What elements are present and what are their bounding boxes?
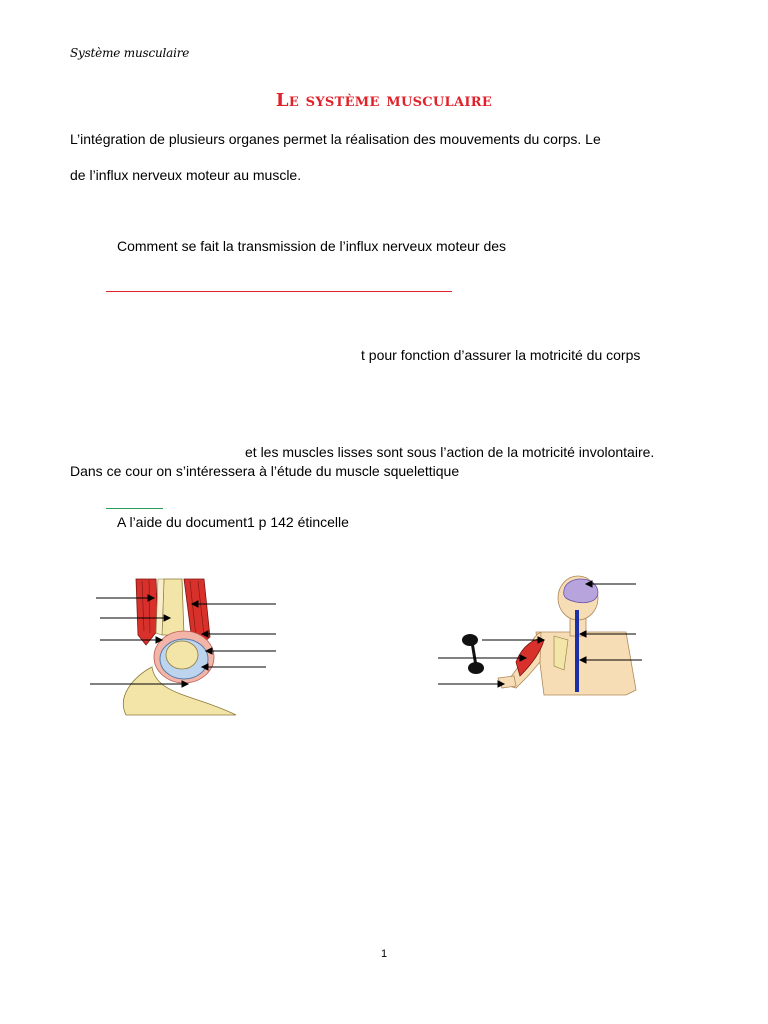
running-header: Système musculaire xyxy=(70,46,190,60)
knee-joint-diagram-icon xyxy=(86,575,286,725)
green-underline xyxy=(106,508,163,509)
paragraph-2: de l’influx nerveux moteur au muscle. xyxy=(70,167,302,183)
paragraph-1: L’intégration de plusieurs organes permet la réalisation des mouvements du corps. Le xyxy=(70,131,601,147)
red-underline xyxy=(106,291,452,292)
paragraph-6: A l’aide du document1 p 142 étincelle xyxy=(117,514,349,530)
arm-nerve-muscle-diagram-icon xyxy=(436,570,656,720)
paragraph-5: Dans ce cour on s’intéressera à l’étude du muscle squelettique xyxy=(70,463,460,479)
paragraph-3: t pour fonction d’assurer la motricité du corps xyxy=(361,347,641,363)
paragraph-4: et les muscles lisses sont sous l’action de la motricité involontaire. xyxy=(245,444,655,460)
page-title: Le système musculaire xyxy=(275,90,493,111)
page-number: 1 xyxy=(380,948,388,960)
question-text: Comment se fait la transmission de l’influx nerveux moteur des xyxy=(117,238,507,254)
